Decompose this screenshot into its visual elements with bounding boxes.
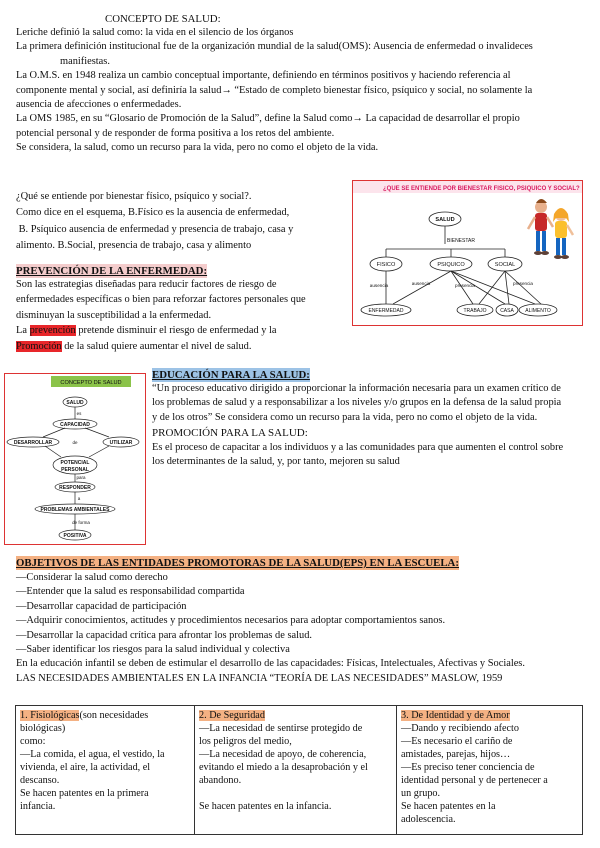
text-line: La OMS 1985, en su “Glosario de Promoción de la Salud”, define la Salud como→ La capacidad de desarrollar el propio <box>16 113 520 125</box>
table-row <box>16 706 583 835</box>
psiquico-label: PSIQUICO <box>437 262 465 268</box>
forma-label: de forma <box>72 520 90 525</box>
education-paragraph <box>152 382 592 425</box>
potencial-label: POTENCIAL <box>60 460 90 466</box>
children-illustration <box>528 199 573 259</box>
diagram-title: CONCEPTO DE SALUD <box>60 380 122 386</box>
social-label: SOCIAL <box>494 262 516 268</box>
health-concept-diagram <box>4 373 146 545</box>
needs-cell-identity-love <box>397 706 583 835</box>
para-label: para <box>76 475 86 480</box>
text-line: alimento. B.Social, presencia de trabajo, casa y alimento <box>16 240 252 252</box>
text-line: En la educación infantil se deben de estimular el desarrollo de las capacidades: Físicas, Intelectuales, Afectivas y Sociales. <box>16 658 525 670</box>
cell-heading-highlight: 2. De Seguridad <box>199 710 265 721</box>
prevention-highlight: prevención <box>29 325 76 337</box>
prevention-heading: PREVENCIÓN DE LA ENFERMEDAD: <box>16 265 208 277</box>
cell-line: —La comida, el agua, el vestido, la <box>20 749 165 760</box>
personal-label: PERSONAL <box>61 467 89 473</box>
text-span: La <box>16 325 30 337</box>
alimento-label: ALIMENTO <box>525 308 551 314</box>
needs-cell-security <box>195 706 397 835</box>
cell-heading <box>401 709 578 722</box>
cell-line: adolescencia. <box>401 814 456 825</box>
de-label: de <box>72 440 78 445</box>
text-line: enfermedades específicas o bien para reforzar factores personales que <box>16 294 306 306</box>
text-line: los determinantes de la salud, y, por tanto, mejoren su salud <box>152 456 400 468</box>
promotion-heading: PROMOCIÓN PARA LA SALUD: <box>152 427 308 439</box>
cell-line: —Dando y recibiendo afecto <box>401 723 519 734</box>
promotion-highlight: Promoción <box>16 340 62 352</box>
list-item: —Saber identificar los riesgos para la salud individual y colectiva <box>16 644 290 656</box>
cell-line: infancia. <box>20 801 56 812</box>
text-line: La O.M.S. en 1948 realiza un cambio conceptual importante, definiendo en términos positivos y haciendo referencia al <box>16 70 511 82</box>
text-line: componente mental y social, así definiría la salud→ “Estado de completo bienestar físico, psíquico y social, no solamente la <box>16 84 533 96</box>
trabajo-label: TRABAJO <box>463 308 487 314</box>
wellbeing-paragraph <box>16 190 346 254</box>
wellbeing-diagram-svg <box>353 181 582 325</box>
text-span: de la salud quiere aumentar el nivel de salud. <box>61 340 252 352</box>
a-label: a <box>77 496 81 501</box>
es-label: es <box>76 411 82 416</box>
salud-label: SALUD <box>435 217 455 223</box>
cell-line: Se hacen patentes en la <box>401 801 496 812</box>
list-item: —Adquirir conocimientos, actitudes y procedimientos necesarios para adoptar comportamientos sanos. <box>16 615 446 627</box>
needs-cell-physiological <box>16 706 195 835</box>
bienestar-label: BIENESTAR <box>447 238 475 244</box>
positiva-label: POSITIVA <box>63 533 87 539</box>
cell-line: amistades, parejas, hijos… <box>401 749 511 760</box>
diagram-title: ¿QUE SE ENTIENDE POR BIENESTAR FISICO, PSIQUICO Y SOCIAL? <box>383 186 580 192</box>
problemas-label: PROBLEMAS AMBIENTALES <box>40 507 110 513</box>
text-span: (son necesidades <box>79 710 149 721</box>
text-line: ¿Qué se entiende por bienestar físico, psíquico y social?. <box>16 191 252 202</box>
eps-heading: OBJETIVOS DE LAS ENTIDADES PROMOTORAS DE LA SALUD(EPS) EN LA ESCUELA: <box>16 557 459 569</box>
cell-heading-highlight: 3. De Identidad y de Amor <box>401 710 510 721</box>
needs-table <box>15 705 583 835</box>
text-line: y de los otros” Se considera como un recurso para la vida, pero no como el objeto de la vida. <box>152 411 538 423</box>
text-line: Como dice en el esquema, B.Físico es la ausencia de enfermedad, <box>16 207 290 219</box>
enfermedad-label: ENFERMEDAD <box>368 308 404 314</box>
cell-line: biológicas) <box>20 723 66 734</box>
text-line <box>16 324 346 338</box>
cell-line: como: <box>20 736 46 747</box>
cell-line: Se hacen patentes en la primera <box>20 788 149 799</box>
text-line: La primera definición institucional fue de la organización mundial de la salud(OMS): Ausencia de enfermedad o invalideces <box>16 41 533 53</box>
education-heading: EDUCACIÓN PARA LA SALUD: <box>152 369 310 381</box>
responder-label: RESPONDER <box>59 485 91 491</box>
cell-line: evitando el miedo a la desaprobación y el <box>199 762 368 773</box>
text-line: disminuyan la susceptibilidad a la enfermedad. <box>16 309 212 321</box>
cell-heading <box>199 709 392 722</box>
maslow-title: LAS NECESIDADES AMBIENTALES EN LA INFANCIA “TEORÍA DE LAS NECESIDADES” MASLOW, 1959 <box>16 672 503 684</box>
cell-line: abandono. <box>199 775 242 786</box>
concept-paragraph <box>16 26 582 156</box>
list-item: —Considerar la salud como derecho <box>16 572 168 583</box>
cell-line: Se hacen patentes en la infancia. <box>199 801 332 812</box>
ausencia-label: ausencia <box>411 281 431 286</box>
cell-line: —La necesidad de sentirse protegido de <box>199 723 363 734</box>
text-line: Son las estrategias diseñadas para reducir factores de riesgo de <box>16 279 277 290</box>
cell-line: vivienda, el aire, la actividad, el <box>20 762 151 773</box>
wellbeing-diagram <box>352 180 583 326</box>
prevention-paragraph <box>16 278 346 354</box>
desarrollar-label: DESARROLLAR <box>13 440 53 446</box>
cell-line <box>199 787 392 800</box>
cell-line: los peligros del medio, <box>199 736 292 747</box>
presencia-label: presencia <box>455 283 475 288</box>
text-line: B. Psíquico ausencia de enfermedad y presencia de trabajo, casa y <box>16 223 294 235</box>
text-span: pretende disminuir el riesgo de enfermedad y la <box>75 325 277 337</box>
list-item: —Desarrollar capacidad de participación <box>16 600 187 612</box>
text-line: potencial personal y de responder de forma positiva a los retos del ambiente. <box>16 127 335 139</box>
promotion-paragraph <box>152 441 592 470</box>
cell-heading-highlight: 1. Fisiológicas <box>20 710 80 721</box>
cell-line: —Es preciso tener conciencia de <box>401 762 535 773</box>
concept-title: CONCEPTO DE SALUD: <box>105 13 221 25</box>
health-concept-diagram-svg <box>5 374 145 544</box>
text-line: manifiestas. <box>60 55 110 67</box>
cell-line: identidad personal y de pertenecer a <box>401 775 548 786</box>
cell-line: un grupo. <box>401 788 441 799</box>
casa-label: CASA <box>500 308 514 314</box>
cell-line: —Es necesario el cariño de <box>401 736 513 747</box>
list-item: —Entender que la salud es responsabilidad compartida <box>16 586 245 598</box>
utilizar-label: UTILIZAR <box>109 440 133 446</box>
cell-line: descanso. <box>20 775 60 786</box>
text-line <box>16 340 346 354</box>
presencia-label: presencia <box>513 281 533 286</box>
text-line: Es el proceso de capacitar a los individuos y a las comunidades para que aumenten el control sobre <box>152 442 564 453</box>
text-line: los problemas de salud y a responsabilizar a los niveles y/o grupos en la defensa de la salud propia <box>152 397 562 409</box>
fisico-label: FISICO <box>376 262 396 268</box>
text-line: Leriche definió la salud como: la vida en el silencio de los órganos <box>16 27 294 38</box>
cell-line: —La necesidad de apoyo, de coherencia, <box>199 749 367 760</box>
capacidad-label: CAPACIDAD <box>60 422 90 428</box>
eps-list <box>16 571 586 686</box>
cell-heading <box>20 709 190 722</box>
salud-label: SALUD <box>66 400 84 406</box>
text-line: Se considera, la salud, como un recurso para la vida, pero no como el objeto de la vida. <box>16 142 379 154</box>
text-line: ausencia de afecciones o enfermedades. <box>16 99 182 111</box>
list-item: —Desarrollar la capacidad crítica para afrontar los problemas de salud. <box>16 629 312 641</box>
ausencia-label: ausencia <box>369 283 389 288</box>
text-line: “Un proceso educativo dirigido a proporcionar la información necesaria para un examen crítico de <box>152 383 561 394</box>
